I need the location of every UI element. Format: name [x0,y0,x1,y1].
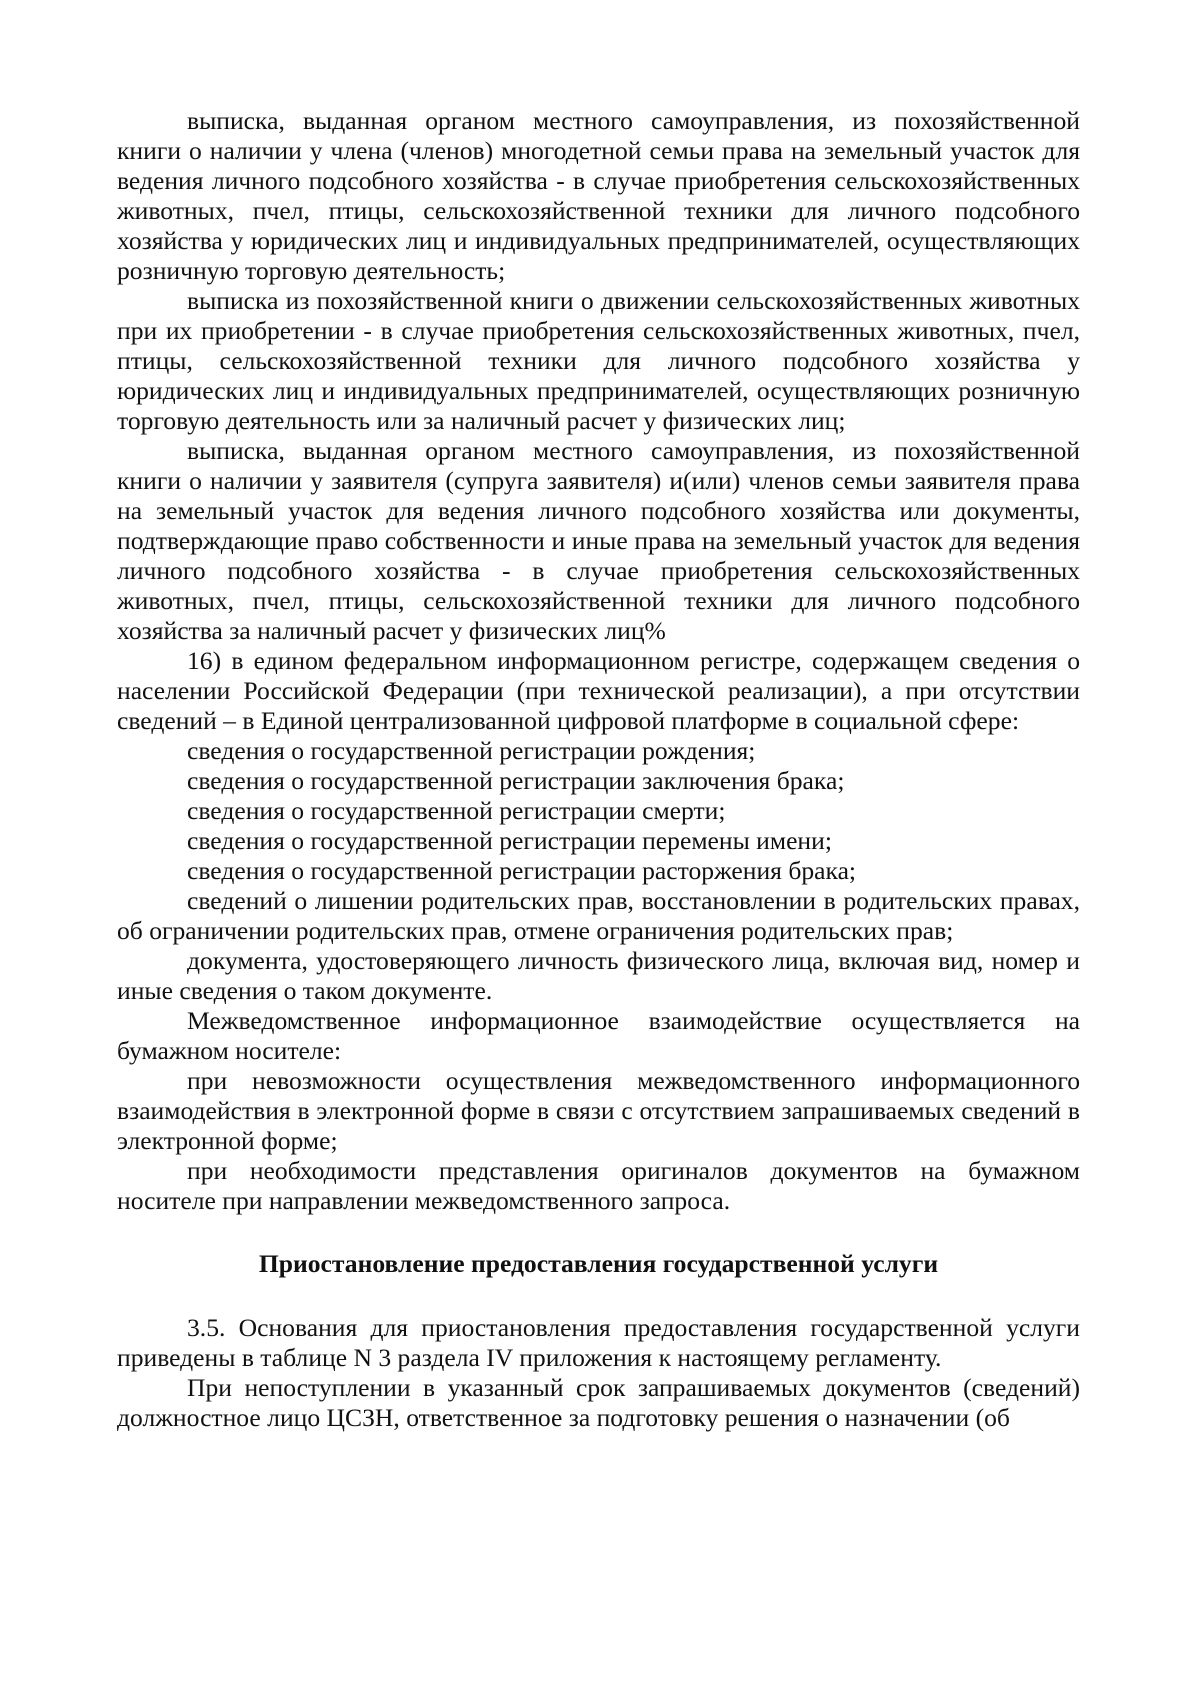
paragraph: выписка из похозяйственной книги о движении сельскохозяйственных животных при их приобретении - в случае приобретения сельскохозяйственных животных, пчел, птицы, сельскохозяйственной техники для личного подсобного хозяйства у юридических лиц и индивидуальных предпринимателей, осуществляющих розничную торговую деятельность или за наличный расчет у физических лиц; [117,286,1080,435]
paragraph: при невозможности осуществления межведомственного информационного взаимодействия в электронной форме в связи с отсутствием запрашиваемых сведений в электронной форме; [117,1066,1080,1155]
paragraph: выписка, выданная органом местного самоуправления, из похозяйственной книги о наличии у заявителя (супруга заявителя) и(или) членов семьи заявителя права на земельный участок для ведения личного подсобного хозяйства или документы, подтверждающие право собственности и иные права на земельный участок для ведения личного подсобного хозяйства - в случае приобретения сельскохозяйственных животных, пчел, птицы, сельскохозяйственной техники для личного подсобного хозяйства за наличный расчет у физических лиц% [117,436,1080,645]
paragraph: Межведомственное информационное взаимодействие осуществляется на бумажном носителе: [117,1006,1080,1065]
list-item: сведения о государственной регистрации перемены имени; [187,826,832,855]
paragraph: сведений о лишении родительских прав, восстановлении в родительских правах, об ограничении родительских прав, отмене ограничения родительских прав; [117,886,1080,945]
paragraph: при необходимости представления оригиналов документов на бумажном носителе при направлении межведомственного запроса. [117,1156,1080,1215]
paragraph: документа, удостоверяющего личность физического лица, включая вид, номер и иные сведения о таком документе. [117,946,1080,1005]
paragraph: 16) в едином федеральном информационном регистре, содержащем сведения о населении Российской Федерации (при технической реализации), а при отсутствии сведений – в Единой централизованной цифровой платформе в социальной сфере: [117,646,1080,735]
paragraph: выписка, выданная органом местного самоуправления, из похозяйственной книги о наличии у члена (членов) многодетной семьи права на земельный участок для ведения личного подсобного хозяйства - в случае приобретения сельскохозяйственных животных, пчел, птицы, сельскохозяйственной техники для личного подсобного хозяйства у юридических лиц и индивидуальных предпринимателей, осуществляющих розничную торговую деятельность; [117,106,1080,285]
list-item: сведения о государственной регистрации расторжения брака; [187,856,857,885]
section-heading: Приостановление предоставления государственной услуги [258,1249,939,1278]
document-page [117,106,1080,1433]
list-item: сведения о государственной регистрации рождения; [187,736,756,765]
paragraph: 3.5. Основания для приостановления предоставления государственной услуги приведены в таблице N 3 раздела IV приложения к настоящему регламенту. [117,1313,1080,1372]
list-item: сведения о государственной регистрации заключения брака; [187,766,845,795]
paragraph: При непоступлении в указанный срок запрашиваемых документов (сведений) должностное лицо ЦСЗН, ответственное за подготовку решения о назначении (об [117,1373,1080,1432]
list-item: сведения о государственной регистрации смерти; [187,796,726,825]
